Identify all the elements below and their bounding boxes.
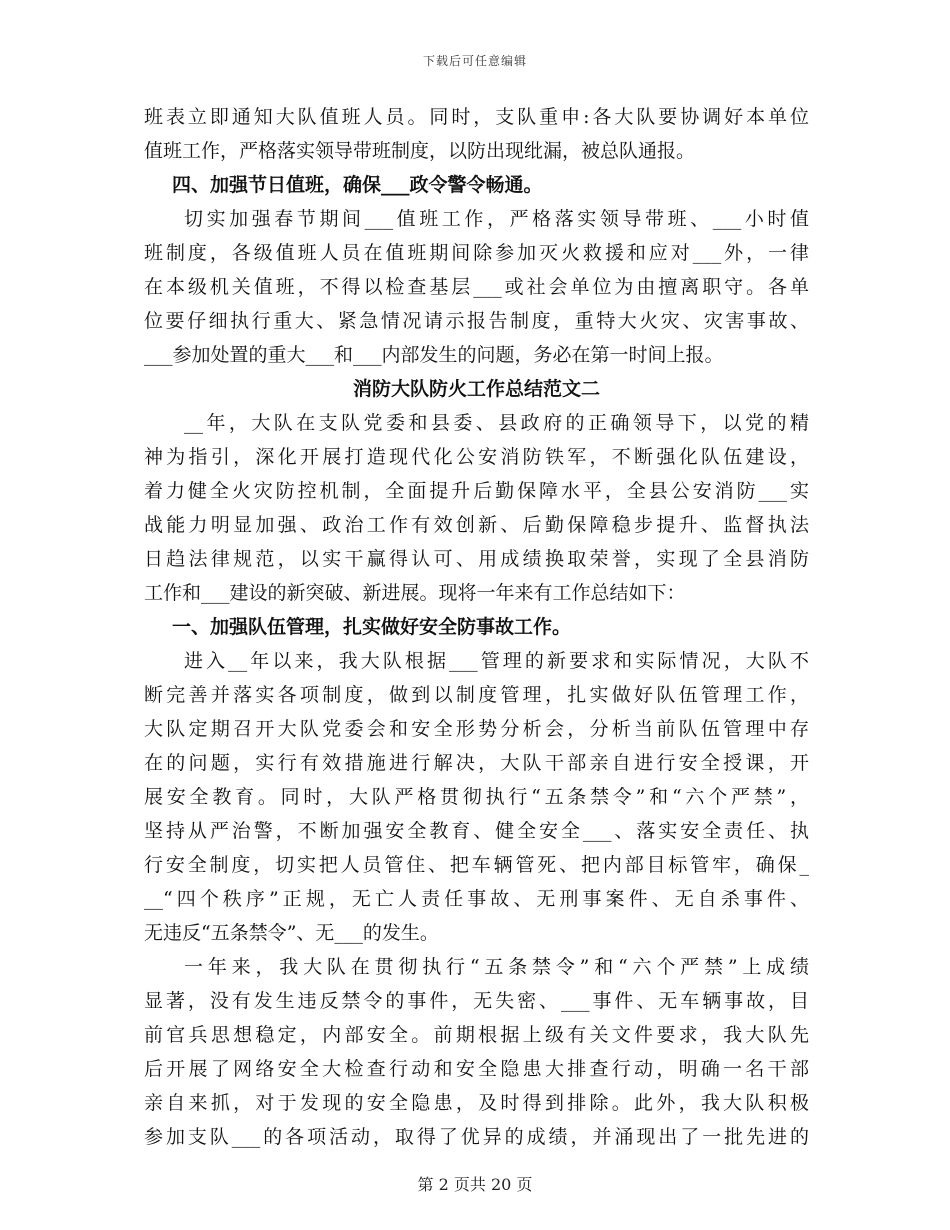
text-line: 前官兵思想稳定，内部安全。前期根据上级有关文件要求，我大队先 [144, 1024, 809, 1046]
text-line: 战能力明显加强、政治工作有效创新、后勤保障稳步提升、监督执法 [144, 514, 809, 536]
text-line: 在本级机关值班，不得以检查基层___或社会单位为由擅离职守。各单 [144, 276, 809, 298]
text-line: 坚持从严治警，不断加强安全教育、健全安全___、落实安全责任、执 [144, 820, 809, 842]
text-line: 进入__年以来，我大队根据___管理的新要求和实际情况，大队不 [184, 650, 809, 672]
document-body [144, 100, 809, 1154]
section-heading: 一、加强队伍管理，扎实做好安全防事故工作。 [172, 616, 572, 638]
text-line: 展安全教育。同时，大队严格贯彻执行“五条禁令”和“六个严禁”， [144, 786, 809, 808]
text-line: 工作和___建设的新突破、新进展。现将一年来有工作总结如下： [144, 582, 686, 604]
text-line: 显著，没有发生违反禁令的事件，无失密、___事件、无车辆事故，目 [144, 990, 809, 1012]
text-line: 亲自来抓，对于发现的安全隐患，及时得到排除。此外，我大队积极 [144, 1092, 809, 1114]
text-line: 行安全制度，切实把人员管住、把车辆管死、把内部目标管牢，确保_ [144, 854, 809, 876]
text-line: 着力健全火灾防控机制，全面提升后勤保障水平，全县公安消防___实 [144, 480, 809, 502]
text-line: 断完善并落实各项制度，做到以制度管理，扎实做好队伍管理工作， [144, 684, 809, 706]
text-line: 在的问题，实行有效措施进行解决，大队干部亲自进行安全授课，开 [144, 752, 809, 774]
text-line: 日趋法律规范，以实干赢得认可、用成绩换取荣誉，实现了全县消防 [144, 548, 809, 570]
text-line: __“四个秩序”正规，无亡人责任事故、无刑事案件、无自杀事件、 [144, 888, 809, 910]
article-title: 消防大队防火工作总结范文二 [352, 378, 600, 400]
text-line: 参加支队___的各项活动，取得了优异的成绩，并涌现出了一批先进的 [144, 1126, 809, 1148]
text-line: 值班工作，严格落实领导带班制度，以防出现纰漏，被总队通报。 [144, 140, 696, 162]
text-line: 一年来，我大队在贯彻执行“五条禁令”和“六个严禁”上成绩 [184, 956, 809, 978]
text-line: 班制度，各级值班人员在值班期间除参加灭火救援和应对___外，一律 [144, 242, 809, 264]
section-heading: 四、加强节日值班，确保___政令警令畅通。 [172, 174, 543, 196]
page-header: 下载后可任意编辑 [422, 54, 527, 68]
text-line: 神为指引，深化开展打造现代化公安消防铁军，不断强化队伍建设， [144, 446, 809, 468]
text-line: 位要仔细执行重大、紧急情况请示报告制度，重特大火灾、灾害事故、 [144, 310, 809, 332]
text-line: 后开展了网络安全大检查行动和安全隐患大排查行动，明确一名干部 [144, 1058, 809, 1080]
text-line: ___参加处置的重大___和___内部发生的问题，务必在第一时间上报。 [144, 344, 724, 366]
text-line: 大队定期召开大队党委会和安全形势分析会，分析当前队伍管理中存 [144, 718, 809, 740]
text-line: __年，大队在支队党委和县委、县政府的正确领导下，以党的精 [184, 412, 809, 434]
text-line: 切实加强春节期间___值班工作，严格落实领导带班、___小时值 [184, 208, 809, 230]
text-line: 班表立即通知大队值班人员。同时，支队重申:各大队要协调好本单位 [144, 106, 809, 128]
page-footer: 第 2 页共 20 页 [417, 1175, 533, 1194]
text-line: 无违反“五条禁令”、无___的发生。 [144, 922, 439, 944]
